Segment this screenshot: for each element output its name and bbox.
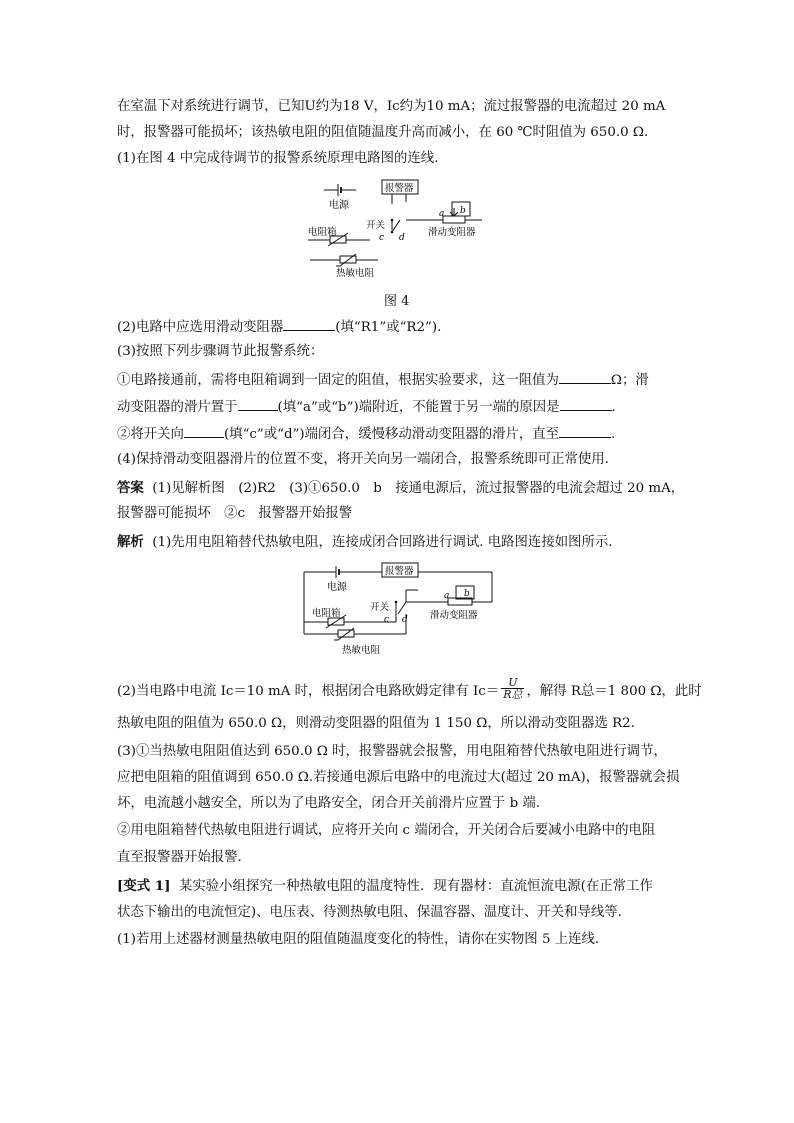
- analysis-p3-line-2: 应把电阻箱的阻值调到 650.0 Ω.若接通电源后电路中的电流过大(超过 20 mA)，报警器就会损: [117, 770, 680, 785]
- analysis-label-resbox: 电阻箱: [312, 608, 341, 619]
- q2-text-after: (填“R1”或“R2”).: [335, 320, 442, 335]
- analysis-p2-line-1: [117, 676, 702, 703]
- q3-s1-text-b: Ω；滑: [610, 373, 649, 388]
- question-2: [117, 318, 687, 336]
- variant-text-1: 某实验小组探究一种热敏电阻的温度特性．现有器材：直流恒流电源(在正常工作: [178, 879, 653, 894]
- analysis-p3-line-3: 坏，电流越小越安全，所以为了电路安全，闭合开关前滑片应置于 b 端.: [117, 796, 541, 811]
- variant-line-1: [117, 878, 687, 895]
- q3-step2: [117, 425, 687, 443]
- analysis-label-a: a: [444, 591, 450, 601]
- analysis-p3-line-1: (3)①当热敏电阻阻值达到 650.0 Ω 时，报警器就会报警，用电阻箱替代热敏电阻进行调节，: [117, 744, 667, 759]
- label-thermistor: 热敏电阻: [336, 268, 375, 279]
- question-3-title: (3)按照下列步骤调节此报警系统：: [117, 344, 324, 359]
- analysis-label: 解析: [117, 534, 144, 550]
- label-b: b: [460, 206, 466, 216]
- label-switch: 开关: [366, 220, 386, 231]
- fraction-numerator: U: [501, 677, 524, 689]
- analysis-label-c: c: [384, 615, 390, 625]
- analysis-circuit: [298, 560, 502, 660]
- intro-line-1: 在室温下对系统进行调节，已知U约为18 V，Ic约为10 mA；流过报警器的电流超过 20 mA: [117, 99, 666, 114]
- label-rheostat: 滑动变阻器: [428, 227, 476, 238]
- analysis-p1: [117, 534, 687, 551]
- q3-s1-text-d: (填“a”或“b”)端附近，不能置于另一端的原因是: [277, 400, 560, 415]
- fraction: [501, 677, 524, 700]
- q3-s2-text-c: .: [611, 427, 616, 442]
- q3-s1-text-e: .: [611, 400, 616, 415]
- variant-line-2: 状态下输出的电流恒定)、电压表、待测热敏电阻、保温容器、温度计、开关和导线等．: [117, 905, 632, 920]
- q3-s2-text-a: ②将开关向: [117, 427, 184, 442]
- analysis-label-switch: 开关: [370, 602, 390, 613]
- q3-s2-text-b: (填“c”或“d”)端闭合，缓慢移动滑动变阻器的滑片，直至: [223, 427, 560, 442]
- q3-s2-blank-2: [559, 425, 611, 438]
- answer-line-1: [117, 480, 687, 497]
- fraction-denominator: R总: [503, 688, 523, 701]
- label-c: c: [379, 233, 385, 243]
- q3-step1-line1: [117, 371, 687, 389]
- analysis-p1-text: (1)先用电阻箱替代热敏电阻，连接成闭合回路进行调试. 电路图连接如图所示.: [152, 535, 613, 550]
- variant-line-3: (1)若用上述器材测量热敏电阻的阻值随温度变化的特性，请你在实物图 5 上连线．: [117, 932, 609, 947]
- question-1: (1)在图 4 中完成待调节的报警系统原理电路图的连线.: [117, 151, 439, 166]
- answer-text-1: (1)见解析图 (2)R2 (3)①650.0 b 接通电源后，流过报警器的电流会超过 20 mA，: [152, 481, 685, 496]
- q3-s1-text-c: 动变阻器的滑片置于: [117, 400, 238, 415]
- analysis-p2-text-a: (2)当电路中电流 Ic＝10 mA 时，根据闭合电路欧姆定律有 Ic＝: [117, 684, 500, 699]
- intro-line-2: 时，报警器可能损坏；该热敏电阻的阻值随温度升高而减小，在 60 ℃时阻值为 650.0 Ω.: [117, 125, 649, 140]
- analysis-label-rheostat: 滑动变阻器: [430, 610, 478, 621]
- q3-s1-text-a: ①电路接通前，需将电阻箱调到一固定的阻值，根据实验要求，这一阻值为: [117, 373, 559, 388]
- q2-text-before: (2)电路中应选用滑动变阻器: [117, 320, 284, 335]
- q2-blank: [283, 318, 335, 331]
- analysis-p4-line-1: ②用电阻箱替代热敏电阻进行调试，应将开关向 c 端闭合，开关闭合后要减小电路中的电阻: [117, 823, 656, 838]
- label-d: d: [399, 233, 405, 243]
- analysis-label-d: d: [402, 615, 408, 625]
- q3-step1-line2: [117, 398, 687, 416]
- figure-4-circuit: [300, 178, 500, 280]
- label-alarm: 报警器: [385, 183, 414, 194]
- analysis-label-source: 电源: [327, 582, 347, 593]
- q3-s2-blank-1: [184, 425, 224, 438]
- analysis-label-alarm: 报警器: [385, 566, 414, 577]
- q3-s1-blank-1: [559, 371, 611, 384]
- label-a: a: [439, 209, 445, 219]
- analysis-p2-text-b: ，解得 R总＝1 800 Ω，此时: [526, 684, 702, 699]
- q3-s1-blank-2: [238, 398, 278, 411]
- analysis-label-thermistor: 热敏电阻: [342, 645, 381, 656]
- q3-s1-blank-3: [560, 398, 612, 411]
- question-4: (4)保持滑动变阻器滑片的位置不变，将开关向另一端闭合，报警系统即可正常使用.: [117, 452, 609, 467]
- variant-label: [变式 1]: [117, 878, 171, 894]
- analysis-p4-line-2: 直至报警器开始报警.: [117, 850, 242, 865]
- answer-label: 答案: [117, 480, 144, 496]
- figure-4-caption: 图 4: [384, 294, 410, 309]
- analysis-p2-line-2: 热敏电阻的阻值为 650.0 Ω，则滑动变阻器的阻值为 1 150 Ω，所以滑动变阻器选 R2.: [117, 716, 635, 731]
- label-resbox: 电阻箱: [308, 227, 337, 238]
- answer-line-2: 报警器可能损坏 ②c 报警器开始报警: [117, 506, 353, 521]
- label-source: 电源: [329, 200, 349, 211]
- analysis-label-b: b: [464, 589, 470, 599]
